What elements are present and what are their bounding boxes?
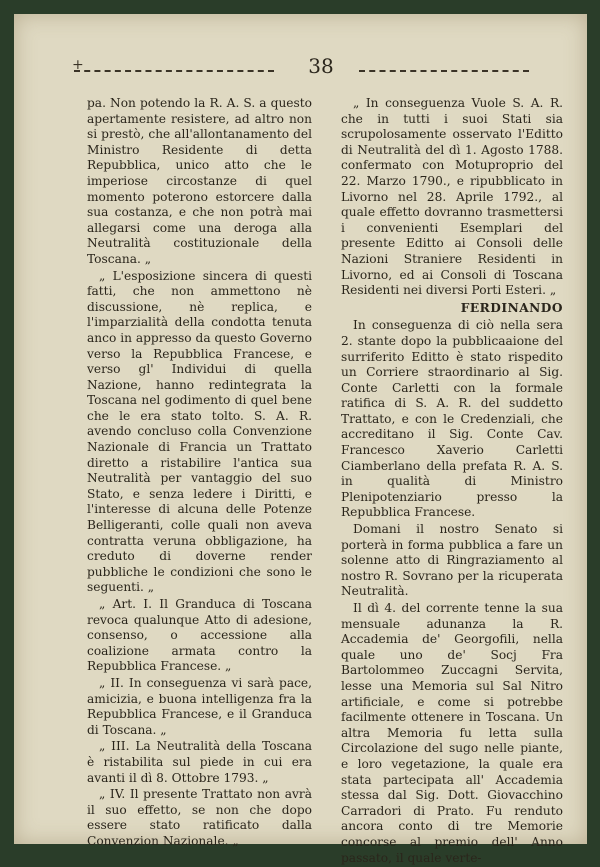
left-column <box>87 96 312 851</box>
corner-mark: + <box>72 57 84 73</box>
header-ornament-right <box>359 70 529 72</box>
signature: FERDINANDO <box>460 300 563 315</box>
right-paragraph: „ In conseguenza Vuole S. A. R. che in tutti i suoi Stati sia scrupolosamente osservato l'Editto di Neutralità del dì 1. Agosto 1788. confermato con Motuproprio del 22. Marzo 1790., e ripubblicato in Livorno nel 28. Aprile 1792., al quale effetto dovranno trasmettersi i convenienti Esemplari del presente Editto ai Consoli delle Nazioni Straniere Residenti in Livorno, ed ai Consoli di Toscana Residenti nei diversi Porti Esteri. „ <box>341 96 563 298</box>
article-4: „ IV. Il presente Trattato non avrà il suo effetto, se non che dopo essere stato ratificato dalla Convenzion Nazionale. „ <box>87 787 312 848</box>
newspaper-page <box>14 14 587 865</box>
left-paragraph: pa. Non potendo la R. A. S. a questo apertamente resistere, ad altro non si prestò, che all'allontanamento del Ministro Residente di detta Repubblica, unico atto che le imperiose circostanze di quel momento poterono estorcere dalla sua costanza, e che non potrà mai allegarsi come una deroga alla Neutralità costituzionale della Toscana. „ <box>87 96 312 266</box>
page-number <box>286 54 356 78</box>
right-column <box>341 96 563 867</box>
page-header <box>14 54 587 94</box>
article-3: „ III. La Neutralità della Toscana è ristabilita sul piede in cui era avanti il dì 8. Ottobre 1793. „ <box>87 739 312 785</box>
article-1: „ Art. I. Il Granduca di Toscana revoca qualunque Atto di adesione, consenso, o accessione alla coalizione armata contro la Repubblica Francese. „ <box>87 597 312 674</box>
right-paragraph: Il dì 4. del corrente tenne la sua mensuale adunanza la R. Accademia de' Georgofili, nella quale uno de' Socj Fra Bartolommeo Zuccagni Servita, lesse una Memoria sul Sal Nitro artificiale, e come si potrebbe facilmente ottenere in Toscana. Un altra Memoria fu letta sulla Circolazione del sugo nelle piante, e loro vegetazione, la quale era stata partecipata all' Accademia stessa dal Sig. Dott. Giovacchino Carradori di Prato. Fu renduto ancora conto di tre Memorie concorse al premio dell' Anno passato, il quale verte- <box>341 601 563 865</box>
article-2: „ II. In conseguenza vi sarà pace, amicizia, e buona intelligenza fra la Repubblica Francese, e il Granduca di Toscana. „ <box>87 675 312 737</box>
header-ornament-left <box>74 70 274 72</box>
right-paragraph: In conseguenza di ciò nella sera 2. stante dopo la pubblicaaione del surriferito Editto è stato rispedito un Corriere straordinario al Sig. Conte Carletti con la formale ratifica di S. A. R. del suddetto Trattato, e con le Credenziali, che accreditano il Sig. Conte Cav. Francesco Xaverio Carletti Ciamberlano della prefata R. A. S. in qualità di Ministro Plenipotenziario presso la Repubblica Francese. <box>341 318 563 520</box>
left-paragraph: „ L'esposizione sincera di questi fatti, che non ammettono nè discussione, nè replica, e l'imparzialità della condotta tenuta anco in appresso da questo Governo verso la Repubblica Francese, e verso gl' Individui di quella Nazione, hanno redintegrata la Toscana nel godimento di quel bene che le era stato tolto. S. A. R. avendo concluso colla Convenzione Nazionale di Francia un Trattato diretto a ristabilire l'antica sua Neutralità per vantaggio del suo Stato, e senza ledere i Diritti, e l'interesse di alcuna delle Potenze Belligeranti, colle quali non aveva contratta veruna obbligazione, ha creduto di doverne render pubbliche le condizioni che sono le seguenti. „ <box>87 268 312 595</box>
right-paragraph: Domani il nostro Senato si porterà in forma pubblica a fare un solenne atto di Ringraziamento al nostro R. Sovrano per la ricuperata Neutralità. <box>341 522 563 599</box>
page-number-text: 38 <box>308 54 334 78</box>
